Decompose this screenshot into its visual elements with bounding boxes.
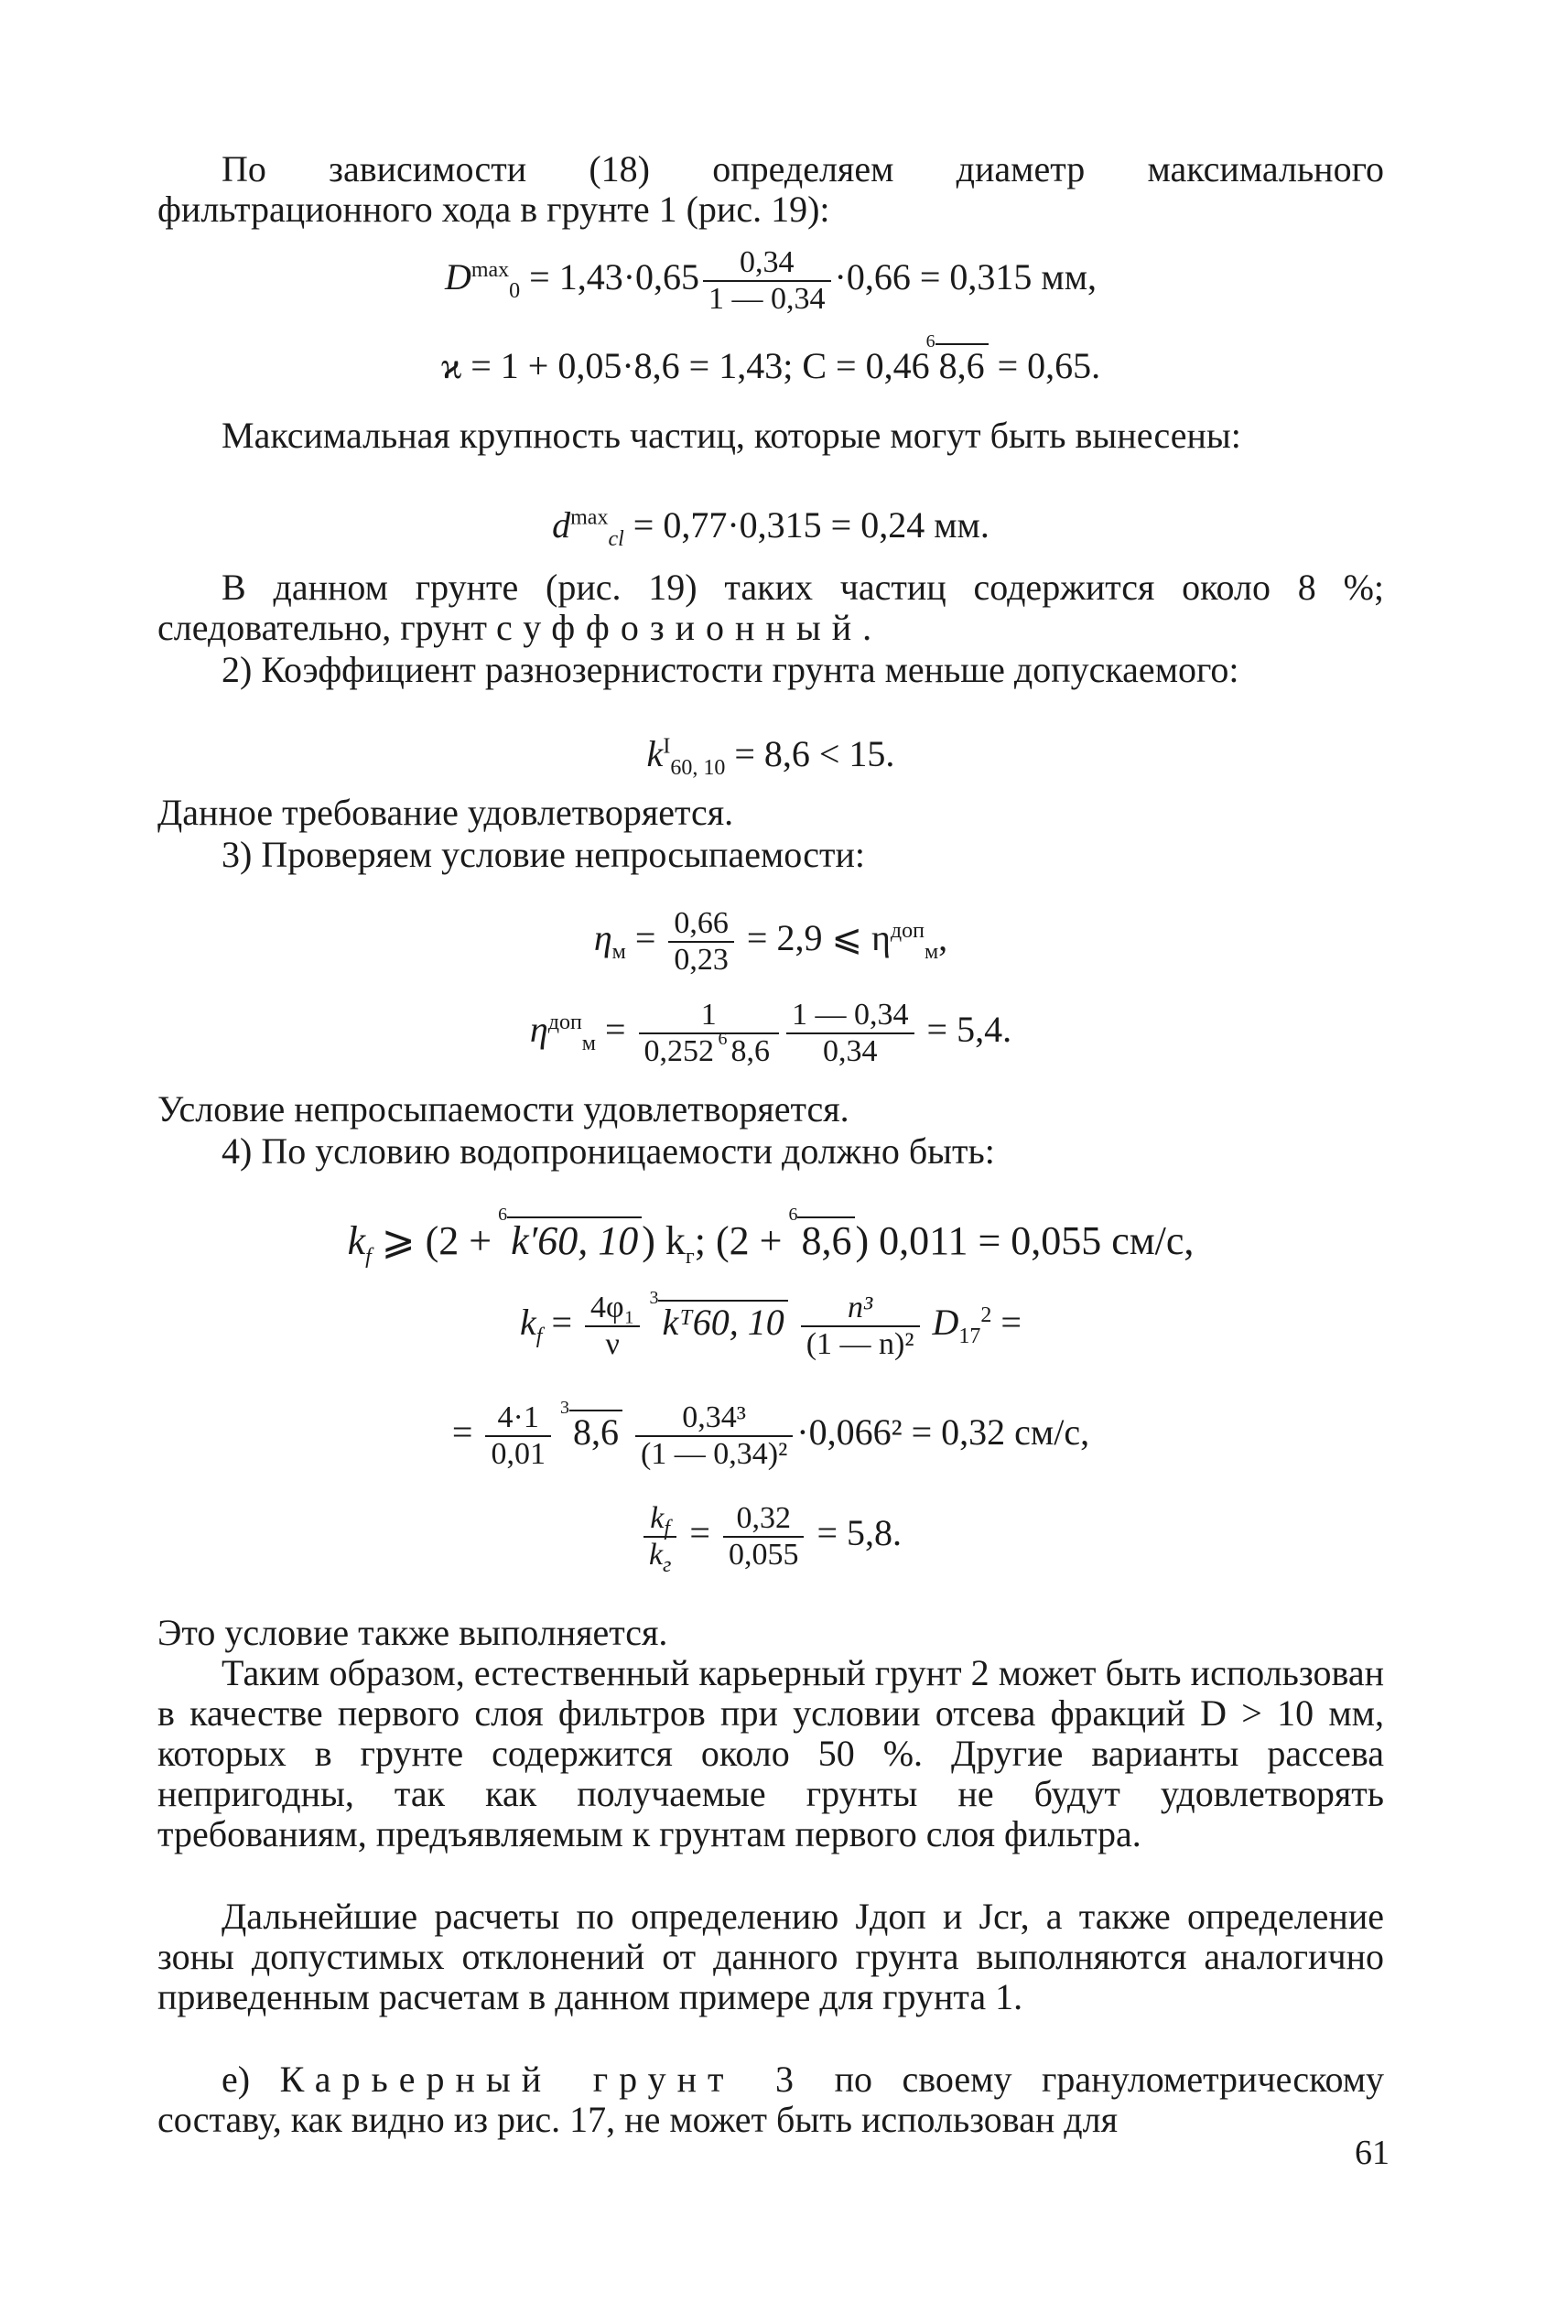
formula-dcl-sub: cl [608, 527, 624, 551]
formula-k-sub: 60, 10 [670, 756, 726, 780]
formula-etadop-fraction-2 [786, 998, 914, 1069]
paragraph-12-label: е) [222, 2059, 251, 2100]
formula-k-rhs: = 8,6 < 15. [725, 733, 895, 774]
formula-eta-m [157, 906, 1384, 978]
paragraph-11 [157, 1897, 1384, 2017]
formula-kf2-end: = [991, 1302, 1022, 1344]
formula-kappa-c [157, 331, 1384, 387]
paragraph-7 [157, 1089, 1384, 1130]
paragraph-5-text: Данное требование удовлетворяется. [157, 792, 734, 833]
fraction-numerator: 0,32 [723, 1501, 805, 1538]
paragraph-8 [157, 1131, 1384, 1172]
root-radicand: 8,6 [935, 343, 989, 386]
paragraph-6 [157, 835, 1384, 875]
paragraph-3 [157, 567, 1384, 648]
paragraph-12 [157, 2059, 1384, 2140]
formula-ratio-fraction-1 [643, 1501, 676, 1577]
formula-dmax [157, 245, 1384, 317]
fraction-numerator: 0,34 [703, 245, 831, 282]
root-index: 3 [559, 1398, 569, 1419]
root-sign [718, 1029, 774, 1069]
formula-kf-condition [157, 1205, 1384, 1269]
formula-etadop-eq: = [595, 1009, 635, 1051]
formula-dmax-lhs: D [444, 256, 471, 298]
formula-eta-sub: м [611, 940, 626, 965]
formula-kf2-symbol: k [520, 1302, 536, 1344]
fraction-numerator: 0,66 [668, 906, 734, 943]
paragraph-12-spaced: Карьерный грунт 3 [279, 2059, 806, 2100]
formula-eta-rhs: = 2,9 ⩽ η [737, 917, 891, 959]
root-radicand: 8,6 [728, 1032, 774, 1068]
formula-eta-lhs: η [593, 917, 612, 959]
fraction-denominator [639, 1029, 780, 1069]
numerator-sub: f [664, 1516, 671, 1540]
formula-dmax-mid: = 1,43·0,65 [520, 256, 700, 298]
fraction-denominator: (1 — n)² [806, 1327, 914, 1361]
formula-kf-second-open: ; (2 + [694, 1218, 793, 1263]
formula-dcl-lhs: d [552, 504, 571, 546]
formula-kf-result: ) 0,011 = 0,055 см/с, [855, 1218, 1195, 1263]
formula-eta-end: , [938, 917, 948, 959]
formula-kf2-d: D [923, 1302, 959, 1344]
formula-etadop-lhs: η [529, 1009, 548, 1051]
denominator-symbol: k [648, 1538, 664, 1572]
formula-eta-eq: = [625, 917, 665, 959]
formula-kf2-sub: f [535, 1324, 543, 1349]
root-sign [649, 1288, 787, 1344]
fraction-denominator: (1 — 0,34)² [640, 1437, 788, 1471]
paragraph-3-spaced: суффозионный. [495, 607, 883, 648]
paragraph-12-text: по своему гранулометрическому составу, как видно из рис. 17, не может быть использован для [157, 2059, 1385, 2140]
root-index: 6 [925, 331, 935, 351]
formula-kf3-fraction-1 [485, 1400, 551, 1472]
denominator-sub: г [663, 1552, 672, 1577]
paragraph-11-text: Дальнейшие расчеты по определению Jдоп и Jcr, а также определение зоны допустимых отклонений от данного грунта выполняются аналогично приведенным расчетам в данном примере для грунта 1. [157, 1896, 1384, 2017]
formula-ratio-fraction-2 [723, 1501, 805, 1573]
fraction-denominator [643, 1538, 676, 1577]
page-number: 61 [1355, 2134, 1390, 2172]
fraction-denominator: 0,01 [491, 1437, 546, 1471]
formula-kf-ratio [157, 1501, 1384, 1577]
paragraph-6-text: 3) Проверяем условие непросыпаемости: [222, 834, 866, 875]
root-radicand: 8,6 [797, 1216, 855, 1263]
paragraph-9 [157, 1613, 1384, 1653]
formula-eta-fraction [668, 906, 734, 978]
denominator-coefficient: 0,252 [643, 1034, 715, 1068]
formula-etadop-fraction-1 [639, 998, 780, 1069]
fraction-numerator: 4·1 [485, 1400, 551, 1437]
root-sign [559, 1398, 622, 1454]
root-radicand: 8,6 [569, 1410, 622, 1453]
formula-kf-open: ⩾ (2 + [371, 1218, 503, 1263]
formula-dmax-sub: 0 [509, 279, 521, 304]
formula-ratio-rhs: = 5,8. [807, 1512, 903, 1554]
fraction-denominator: 1 — 0,34 [708, 282, 826, 316]
root-index: 6 [498, 1205, 508, 1225]
formula-kf-close: ) k [642, 1218, 686, 1263]
paragraph-8-text: 4) По условию водопроницаемости должно быть: [222, 1130, 995, 1172]
formula-eta-rsub: м [924, 940, 939, 965]
formula-kf2-eq: = [542, 1302, 581, 1344]
root-sign [498, 1205, 642, 1264]
formula-dcl [157, 503, 1384, 551]
paragraph-4 [157, 650, 1384, 690]
formula-dcl-sup: max [570, 505, 609, 530]
fraction-numerator: 1 — 0,34 [786, 998, 914, 1034]
fraction-numerator: 4φ₁ [585, 1291, 640, 1327]
formula-kf2-d-sup: 2 [980, 1303, 992, 1327]
fraction-numerator [643, 1501, 676, 1538]
numerator-symbol: k [650, 1501, 665, 1535]
paragraph-9-text: Это условие также выполняется. [157, 1612, 668, 1653]
formula-dmax-sup: max [470, 257, 510, 282]
formula-kf3-rhs: ·0,066² = 0,32 см/с, [796, 1411, 1090, 1454]
paragraph-10 [157, 1653, 1384, 1854]
formula-kf2-d-sub: 17 [958, 1324, 981, 1349]
formula-kappa-c-left: ϰ = 1 + 0,05·8,6 = 1,43; C = 0,46 [440, 345, 930, 386]
formula-k-60-10 [157, 732, 1384, 780]
root-sign [788, 1205, 855, 1264]
formula-kf-expression [157, 1288, 1384, 1362]
paragraph-10-text: Таким образом, естественный карьерный грунт 2 может быть использован в качестве первого слоя фильтров при условии отсева фракций D > 10 мм, которых в грунте содержится около 50 %. Другие варианты рассева непригодны, так как получаемые грунты не будут удовлетворять требованиям, предъявляемым к грунтам первого слоя фильтра. [157, 1652, 1384, 1854]
formula-kf-numeric [157, 1400, 1384, 1472]
formula-etadop-rhs: = 5,4. [917, 1009, 1012, 1051]
paragraph-3-text: В данном грунте (рис. 19) таких частиц содержится около 8 %; следовательно, грунт [157, 567, 1384, 648]
formula-kr-sub: г [685, 1244, 695, 1269]
paragraph-4-text: 2) Коэффициент разнозернистости грунта меньше допускаемого: [222, 649, 1239, 690]
fraction-numerator: 1 [639, 998, 780, 1034]
paragraph-2-text: Максимальная крупность частиц, которые могут быть вынесены: [222, 415, 1241, 456]
fraction-denominator: 0,055 [728, 1538, 799, 1572]
formula-eta-dop [157, 998, 1384, 1069]
formula-dmax-fraction [703, 245, 831, 317]
root-index: 3 [649, 1288, 659, 1309]
formula-kf-symbol: k [347, 1218, 366, 1263]
fraction-numerator: n³ [801, 1291, 920, 1327]
formula-ratio-eq: = [680, 1512, 719, 1554]
formula-kf2-fraction-2 [801, 1291, 920, 1362]
formula-eta-rsup: доп [890, 918, 925, 943]
root-radicand: k′60, 10 [507, 1216, 642, 1263]
formula-dmax-rhs: ·0,66 = 0,315 мм, [834, 256, 1098, 298]
formula-kf3-eq: = [451, 1411, 482, 1454]
root-index: 6 [788, 1205, 798, 1225]
paragraph-7-text: Условие непросыпаемости удовлетворяется. [157, 1088, 849, 1130]
paragraph-5 [157, 793, 1384, 833]
formula-kappa-c-right: = 0,65. [988, 345, 1101, 386]
root-radicand: kᵀ60, 10 [658, 1300, 787, 1343]
formula-k-symbol: k [646, 733, 664, 774]
formula-etadop-sub: м [581, 1032, 596, 1056]
formula-kf-sub: f [365, 1244, 372, 1269]
fraction-denominator: 0,34 [823, 1034, 878, 1068]
formula-kf2-fraction-1 [585, 1291, 640, 1362]
formula-kf3-fraction-2 [635, 1400, 793, 1472]
root-index: 6 [718, 1029, 728, 1049]
paragraph-1 [157, 149, 1384, 230]
fraction-denominator: 0,23 [674, 943, 729, 977]
formula-dcl-rhs: = 0,77·0,315 = 0,24 мм. [623, 504, 989, 546]
root-sign [925, 331, 989, 387]
formula-k-sup: I [663, 734, 671, 759]
paragraph-2 [157, 416, 1384, 456]
fraction-numerator: 0,34³ [635, 1400, 793, 1437]
paragraph-1-text: По зависимости (18) определяем диаметр максимального фильтрационного хода в грунте 1 (рис. 19): [157, 148, 1384, 230]
formula-etadop-sup: доп [547, 1010, 582, 1034]
fraction-denominator: ν [605, 1327, 620, 1361]
